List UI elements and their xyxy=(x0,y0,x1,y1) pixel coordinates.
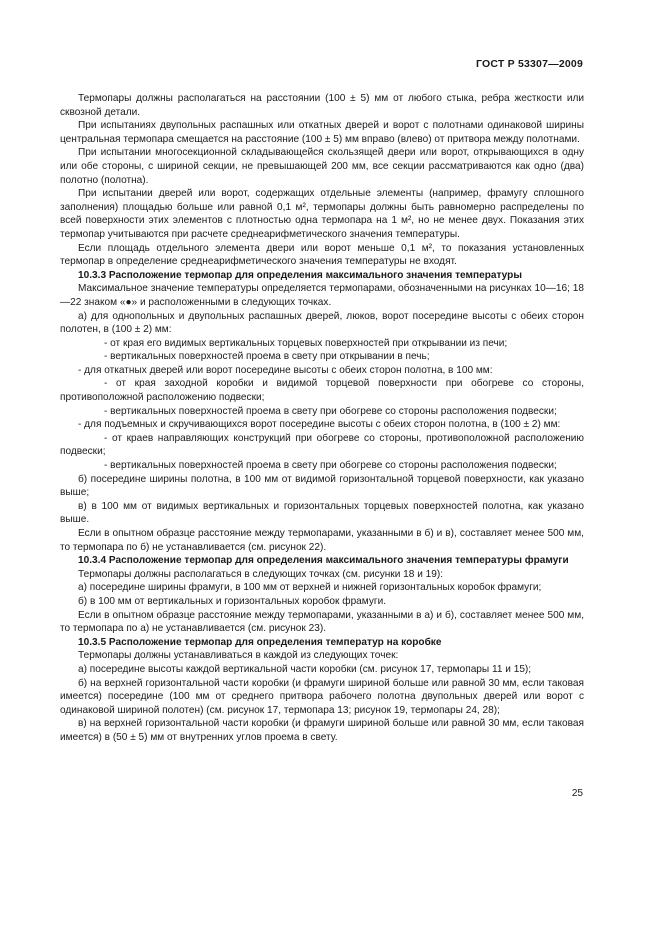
list-item-c: в) в 100 мм от видимых вертикальных и горизонтальных торцевых поверхностей полотна, как указано выше. xyxy=(60,500,584,526)
sub-item-2: - вертикальных поверхностей проема в свету при открывании в печь; xyxy=(104,351,430,363)
section-heading-10-3-4: 10.3.4 Расположение термопар для определения максимального значения температуры фрамуги xyxy=(78,555,569,567)
paragraph-5: Если площадь отдельного элемента двери или ворот меньше 0,1 м², то показания установленных термопар в определение среднеарифметического значения температуры не входят. xyxy=(60,242,584,268)
paragraph-4: При испытании дверей или ворот, содержащих отдельные элементы (например, фрамугу сплошного заполнения) площадью больше или равной 0,1 м², термопары должны быть равномерно распределены по всей поверхности этих элементов с плотностью одна термопара на 1 м², но не менее двух. Показания этих термопар учитываются при расчете среднеарифметического значения температуры. xyxy=(60,188,584,240)
paragraph-1: Термопары должны располагаться на расстоянии (100 ± 5) мм от любого стыка, ребра жесткости или сквозной детали. xyxy=(60,93,584,118)
sub-item-6: - для подъемных и скручивающихся ворот посередине высоты с обеих сторон полотна, в (100 ± 2) мм: xyxy=(78,419,561,431)
paragraph-2: При испытаниях двупольных распашных или откатных дверей и ворот с полотнами одинаковой ширины центральная термопара смещается на расстояние (100 ± 5) мм вправо (влево) от притвора между полотнами. xyxy=(60,120,584,145)
sub-item-3: - для откатных дверей или ворот посередине высоты с обеих сторон полотна, в 100 мм: xyxy=(78,364,493,376)
section-heading-10-3-5: 10.3.5 Расположение термопар для определения температур на коробке xyxy=(78,636,442,648)
section-heading-10-3-3: 10.3.3 Расположение термопар для определения максимального значения температуры xyxy=(78,269,522,281)
paragraph-6: Максимальное значение температуры определяется термопарами, обозначенными на рисунках 10—16; 18—22 знаком «●» и расположенными в следующих точках. xyxy=(60,283,584,308)
frame-item-b: б) в 100 мм от вертикальных и горизонтальных коробок фрамуги. xyxy=(78,595,387,607)
frame-item-a: а) посередине ширины фрамуги, в 100 мм от верхней и нижней горизонтальных коробок фрамуги; xyxy=(78,582,542,594)
list-item-a: а) для однопольных и двупольных распашных дверей, люков, ворот посередине высоты с обеих сторон полотен, в (100 ± 2) мм: xyxy=(60,310,584,336)
paragraph-9: Если в опытном образце расстояние между термопарами, указанными в а) и б), составляет менее 500 мм, то термопара по а) не устанавливается (см. рисунок 23). xyxy=(60,609,584,635)
paragraph-7: Если в опытном образце расстояние между термопарами, указанными в б) и в), составляет менее 500 мм, то термопара по б) не устанавливается (см. рисунок 22). xyxy=(60,528,584,553)
paragraph-10: Термопары должны устанавливаться в каждой из следующих точек: xyxy=(78,650,399,662)
box-item-a: а) посередине высоты каждой вертикальной части коробки (см. рисунок 17, термопары 11 и 15); xyxy=(78,663,532,675)
paragraph-8: Термопары должны располагаться в следующих точках (см. рисунки 18 и 19): xyxy=(78,568,444,580)
sub-item-1: - от края его видимых вертикальных торцевых поверхностей при открывании из печи; xyxy=(104,337,508,349)
box-item-c: в) на верхней горизонтальной части коробки (и фрамуги шириной больше или равной 30 мм, если таковая имеется) в (50 ± 5) мм от внутренних углов проема в свету. xyxy=(60,718,584,743)
paragraph-3: При испытании многосекционной складывающейся скользящей двери или ворот, открывающихся в одну или обе стороны, с шириной секции, не превышающей 200 мм, все секции рассматриваются как одно (два) полотно (полотна). xyxy=(60,147,584,186)
box-item-b: б) на верхней горизонтальной части коробки (и фрамуги шириной больше или равной 30 мм, если таковая имеется) посередине (100 мм от среднего притвора рабочего полотна двупольных дверей или ворот с одинаковой шириной полотен) (см. рисунок 17, термопара 13; рисунок 19, термопары 24, 28); xyxy=(60,677,584,716)
list-item-b: б) посередине ширины полотна, в 100 мм от видимой горизонтальной торцевой поверхности, как указано выше; xyxy=(60,473,584,499)
standard-header: ГОСТ Р 53307—2009 xyxy=(475,58,583,70)
sub-item-5: - вертикальных поверхностей проема в свету при обогреве со стороны расположения подвески; xyxy=(104,405,557,417)
page-number: 25 xyxy=(571,788,583,799)
document-body xyxy=(60,92,584,745)
sub-item-7: - от краев направляющих конструкций при обогреве со стороны, противоположной расположению подвески; xyxy=(60,432,584,458)
sub-item-4: - от края заходной коробки и видимой торцевой поверхности при обогреве со стороны, противоположной расположению подвески; xyxy=(60,378,584,404)
sub-item-8: - вертикальных поверхностей проема в свету при обогреве со стороны расположения подвески; xyxy=(104,460,557,472)
